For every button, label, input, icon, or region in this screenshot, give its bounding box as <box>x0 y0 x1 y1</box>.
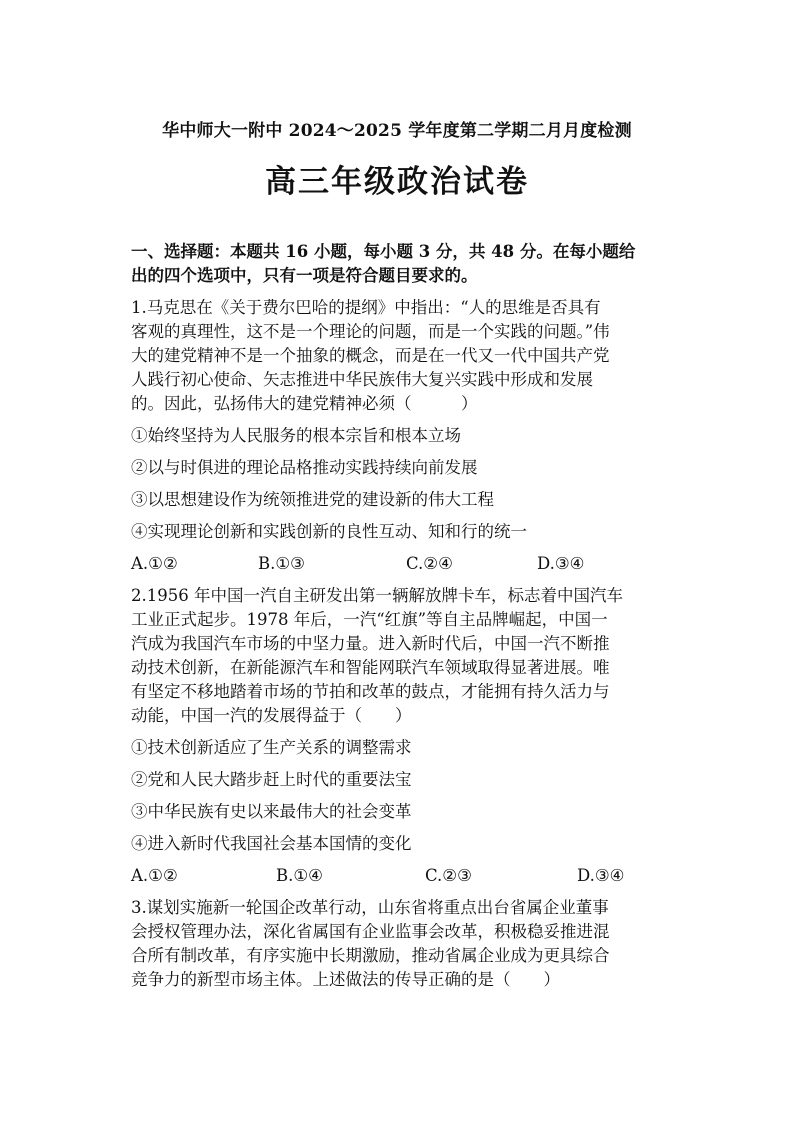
question-stem-line: 1.马克思在《关于费尔巴哈的提纲》中指出：“人的思维是否具有 <box>131 298 601 317</box>
statement-1: ①技术创新适应了生产关系的调整需求 <box>131 738 412 757</box>
question-stem-line: 有坚定不移地踏着市场的节拍和改革的鼓点，才能拥有持久活力与 <box>131 682 610 701</box>
statement-2: ②党和人民大踏步赶上时代的重要法宝 <box>131 770 412 789</box>
option-a: A.①② <box>131 554 178 573</box>
exam-content <box>131 240 665 992</box>
section-heading-line: 一、选择题：本题共 16 小题，每小题 3 分，共 48 分。在每小题给 <box>131 242 636 261</box>
question-stem-line: 人践行初心使命、矢志推进中华民族伟大复兴实践中形成和发展 <box>131 370 593 389</box>
question-stem-line: 动技术创新，在新能源汽车和智能网联汽车领域取得显著进展。唯 <box>131 658 610 677</box>
question-stem-line: 汽成为我国汽车市场的中坚力量。进入新时代后，中国一汽不断推 <box>131 634 610 653</box>
option-b: B.①③ <box>258 554 305 573</box>
question-stem-line: 工业正式起步。1978 年后，一汽“红旗”等自主品牌崛起，中国一 <box>131 610 608 629</box>
section-heading-line: 出的四个选项中，只有一项是符合题目要求的。 <box>131 266 478 285</box>
option-d: D.③④ <box>537 554 585 573</box>
statement-3: ③以思想建设作为统领推进党的建设新的伟大工程 <box>131 490 494 509</box>
statement-4: ④实现理论创新和实践创新的良性互动、知和行的统一 <box>131 522 527 541</box>
question-stem-line: 大的建党精神不是一个抽象的概念，而是在一代又一代中国共产党 <box>131 346 610 365</box>
question-stem-line: 竞争力的新型市场主体。上述做法的传导正确的是（ ） <box>131 970 560 989</box>
option-c: C.②④ <box>406 554 453 573</box>
school-header: 华中师大一附中 2024～2025 学年度第二学期二月月度检测 <box>162 121 632 141</box>
question-2 <box>131 584 665 888</box>
answer-options <box>131 864 665 888</box>
option-a: A.①② <box>131 866 178 885</box>
question-stem-line: 会授权管理办法，深化省属国有企业监事会改革，积极稳妥推进混 <box>131 922 610 941</box>
question-stem-line: 合所有制改革，有序实施中长期激励，推动省属企业成为更具综合 <box>131 946 610 965</box>
statement-3: ③中华民族有史以来最伟大的社会变革 <box>131 802 412 821</box>
answer-options <box>131 552 665 576</box>
option-c: C.②③ <box>425 866 472 885</box>
question-stem-line: 的。因此，弘扬伟大的建党精神必须（ ） <box>131 394 478 413</box>
section-heading <box>131 240 665 288</box>
statement-1: ①始终坚持为人民服务的根本宗旨和根本立场 <box>131 426 461 445</box>
question-3 <box>131 896 665 992</box>
question-stem-line: 3.谋划实施新一轮国企改革行动，山东省将重点出台省属企业董事 <box>131 898 609 917</box>
question-stem-line: 2.1956 年中国一汽自主研发出第一辆解放牌卡车，标志着中国汽车 <box>131 586 623 605</box>
option-b: B.①④ <box>276 866 323 885</box>
statement-4: ④进入新时代我国社会基本国情的变化 <box>131 834 412 853</box>
exam-title: 高三年级政治试卷 <box>265 164 529 200</box>
statement-2: ②以与时俱进的理论品格推动实践持续向前发展 <box>131 458 478 477</box>
question-stem-line: 动能，中国一汽的发展得益于（ ） <box>131 706 412 725</box>
question-1 <box>131 296 665 576</box>
option-d: D.③④ <box>577 866 625 885</box>
question-stem-line: 客观的真理性，这不是一个理论的问题，而是一个实践的问题。”伟 <box>131 322 610 341</box>
